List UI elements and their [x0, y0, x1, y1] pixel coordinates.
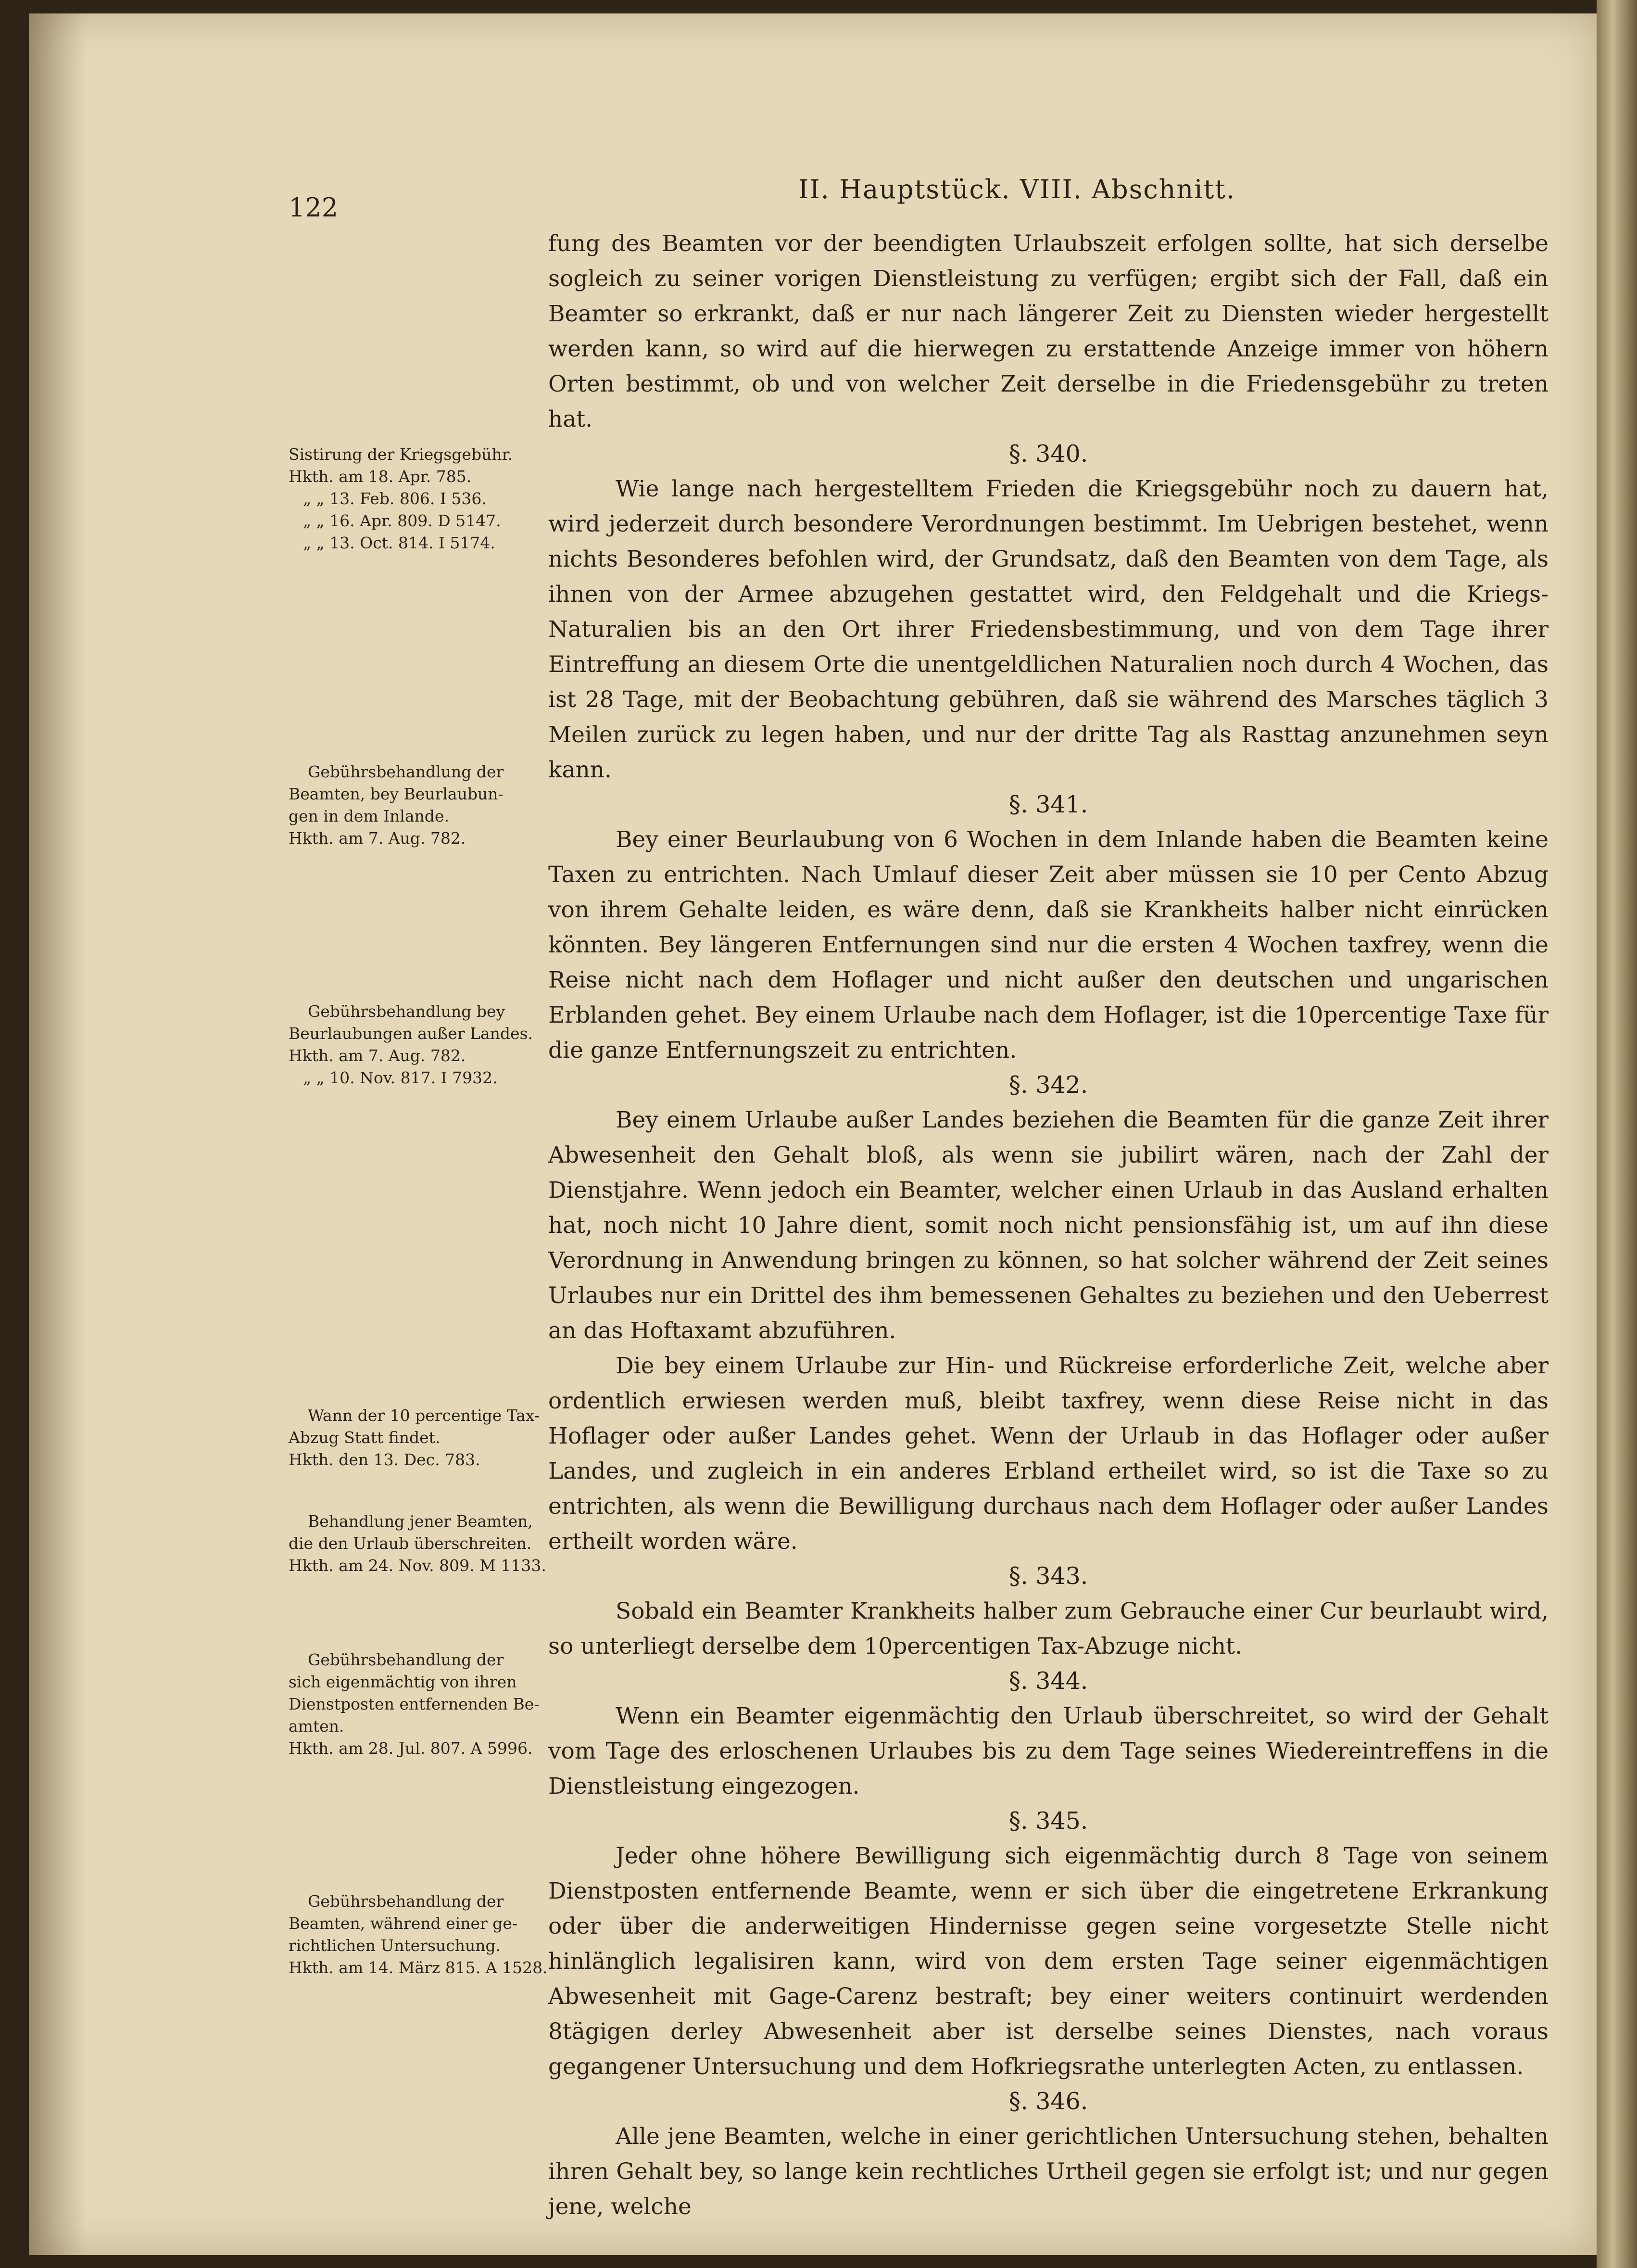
- margin-note-line: Sistirung der Kriegsgebühr.: [289, 445, 513, 464]
- book-page-edge: [1597, 0, 1637, 2268]
- margin-note-line: Wann der 10 percentige Tax-: [308, 1406, 540, 1425]
- margin-note-line: Hkth. am 14. März 815. A 1528.: [289, 1958, 548, 1977]
- margin-note-line: die den Urlaub überschreiten.: [289, 1534, 532, 1553]
- section-346-heading: §. 346.: [1008, 2088, 1088, 2115]
- section-343-heading: §. 343.: [1008, 1562, 1088, 1590]
- section-340-heading: §. 340.: [1008, 440, 1088, 468]
- section-345-heading: §. 345.: [1008, 1807, 1088, 1835]
- margin-note-line: Hkth. den 13. Dec. 783.: [289, 1450, 480, 1469]
- intro-paragraph: fung des Beamten vor der beendigten Urlaubszeit erfolgen sollte, hat sich derselbe sogleich zu seiner vorigen Dienstleistung zu verfügen; ergibt sich der Fall, daß ein Beamter so erkrankt, daß er nur nach längerer Zeit zu Diensten wieder hergestellt werden kann, so wird auf die hierwegen zu erstattende Anzeige immer von höhern Orten bestimmt, ob und von welcher Zeit derselbe in die Friedensgebühr zu treten hat.: [548, 230, 1549, 432]
- margin-note-line: Hkth. am 18. Apr. 785.: [289, 467, 472, 486]
- margin-note-line: Dienstposten entfernenden Be-: [289, 1695, 540, 1713]
- section-340-text: Wie lange nach hergestelltem Frieden die Kriegsgebühr noch zu dauern hat, wird jederzeit durch besondere Verordnungen bestimmt. Im Uebrigen bestehet, wenn nichts Besonderes befohlen wird, der Grundsatz, daß den Beamten von dem Tage, als ihnen von der Armee abzugehen gestattet wird, den Feldgehalt und die Kriegs-Naturalien bis an den Ort ihrer Friedensbestimmung, und von dem Tage ihrer Eintreffung an diesem Orte die unentgeldlichen Naturalien noch durch 4 Wochen, das ist 28 Tage, mit der Beobachtung gebühren, daß sie während des Marsches täglich 3 Meilen zurück zu legen haben, und nur der dritte Tag als Rasttag anzunehmen seyn kann.: [548, 476, 1549, 783]
- section-345-text: Jeder ohne höhere Bewilligung sich eigenmächtig durch 8 Tage von seinem Dienstposten entfernende Beamte, wenn er sich über die eingetretene Erkrankung oder über die anderweitigen Hindernisse gegen seine vorgesetzte Stelle nicht hinlänglich legalisiren kann, wird von dem ersten Tage seiner eigenmächtigen Abwesenheit mit Gage-Carenz bestraft; bey einer weiters continuirt werdenden 8tägigen derley Abwesenheit aber ist derselbe seines Dienstes, nach voraus gegangener Untersuchung und dem Hofkriegsrathe unterlegten Acten, zu entlassen.: [548, 1843, 1549, 2080]
- margin-note-345: [289, 1649, 539, 1760]
- section-342-text-1: Bey einem Urlaube außer Landes beziehen die Beamten für die ganze Zeit ihrer Abwesenheit den Gehalt bloß, als wenn sie jubilirt wären, nach der Zahl der Dienstjahre. Wenn jedoch ein Beamter, welcher einen Urlaub in das Ausland erhalten hat, noch nicht 10 Jahre dient, somit noch nicht pensionsfähig ist, um auf ihn diese Verordnung in Anwendung bringen zu können, so hat solcher während der Zeit seines Urlaubes nur ein Drittel des ihm bemessenen Gehaltes zu beziehen und den Ueberrest an das Hoftaxamt abzuführen.: [548, 1107, 1549, 1344]
- margin-note-340: [289, 443, 539, 554]
- margin-note-line: Gebührsbehandlung der: [308, 1892, 504, 1911]
- margin-note-line: Beurlaubungen außer Landes.: [289, 1024, 533, 1043]
- margin-note-line: „ „ 13. Feb. 806. I 536.: [303, 489, 487, 508]
- section-342-text-2: Die bey einem Urlaube zur Hin- und Rückreise erforderliche Zeit, welche aber ordentlich erwiesen werden muß, bleibt taxfrey, wenn diese Reise nicht in das Hoflager oder außer Landes gehet. Wenn der Urlaub in das Hoflager oder außer Landes, und zugleich in ein anderes Erbland ertheilet wird, so ist die Taxe so zu entrichten, als wenn die Bewilligung durchaus nach dem Hoflager oder außer Landes ertheilt worden wäre.: [548, 1353, 1549, 1555]
- margin-note-line: gen in dem Inlande.: [289, 807, 450, 825]
- margin-note-line: Beamten, während einer ge-: [289, 1914, 518, 1933]
- running-head: II. Hauptstück. VIII. Abschnitt.: [798, 174, 1236, 204]
- margin-note-line: „ „ 10. Nov. 817. I 7932.: [303, 1068, 498, 1087]
- margin-note-line: Gebührsbehandlung bey: [308, 1002, 505, 1021]
- margin-note-line: amten.: [289, 1717, 344, 1736]
- margin-note-line: Behandlung jener Beamten,: [308, 1512, 533, 1531]
- section-343-text: Sobald ein Beamter Krankheits halber zum Gebrauche einer Cur beurlaubt wird, so unterliegt derselbe dem 10percentigen Tax-Abzuge nicht.: [548, 1598, 1549, 1660]
- margin-note-line: „ „ 16. Apr. 809. D 5147.: [303, 511, 501, 530]
- margin-note-342: [289, 1001, 539, 1089]
- section-346-text: Alle jene Beamten, welche in einer gerichtlichen Untersuchung stehen, behalten ihren Gehalt bey, so lange kein rechtliches Urtheil gegen sie erfolgt ist; und nur gegen jene, welche: [548, 2123, 1549, 2220]
- margin-note-line: Beamten, bey Beurlaubun-: [289, 785, 504, 803]
- margin-note-343: [289, 1405, 539, 1471]
- margin-note-line: Abzug Statt findet.: [289, 1428, 441, 1447]
- margin-note-line: „ „ 13. Oct. 814. I 5174.: [303, 533, 495, 552]
- main-text-column: [548, 226, 1549, 2224]
- margin-note-line: Hkth. am 7. Aug. 782.: [289, 1046, 466, 1065]
- margin-note-344: [289, 1510, 546, 1577]
- margin-note-line: Gebührsbehandlung der: [308, 1650, 504, 1669]
- margin-note-line: richtlichen Untersuchung.: [289, 1936, 501, 1955]
- margin-note-line: sich eigenmächtig von ihren: [289, 1672, 517, 1691]
- section-341-heading: §. 341.: [1008, 791, 1088, 818]
- page-number: 122: [289, 192, 339, 223]
- section-341-text: Bey einer Beurlaubung von 6 Wochen in dem Inlande haben die Beamten keine Taxen zu entrichten. Nach Umlauf dieser Zeit aber müssen sie 10 per Cento Abzug von ihrem Gehalte leiden, es wäre denn, daß sie Krankheits halber nicht einrücken könnten. Bey längeren Entfernungen sind nur die ersten 4 Wochen taxfrey, wenn die Reise nicht nach dem Hoflager und nicht außer den deutschen und ungarischen Erblanden gehet. Bey einem Urlaube nach dem Hoflager, ist die 10percentige Taxe für die ganze Entfernungszeit zu entrichten.: [548, 826, 1549, 1064]
- margin-note-346: [289, 1890, 548, 1979]
- section-342-heading: §. 342.: [1008, 1071, 1088, 1099]
- margin-note-line: Gebührsbehandlung der: [308, 762, 504, 781]
- margin-note-line: Hkth. am 28. Jul. 807. A 5996.: [289, 1739, 533, 1758]
- binding-gutter: [29, 13, 87, 2255]
- section-344-heading: §. 344.: [1008, 1667, 1088, 1695]
- margin-note-line: Hkth. am 24. Nov. 809. M 1133.: [289, 1556, 546, 1575]
- section-344-text: Wenn ein Beamter eigenmächtig den Urlaub überschreitet, so wird der Gehalt vom Tage des erloschenen Urlaubes bis zu dem Tage seines Wiedereintreffens in die Dienstleistung eingezogen.: [548, 1703, 1549, 1799]
- margin-note-341: [289, 761, 539, 849]
- margin-note-line: Hkth. am 7. Aug. 782.: [289, 829, 466, 848]
